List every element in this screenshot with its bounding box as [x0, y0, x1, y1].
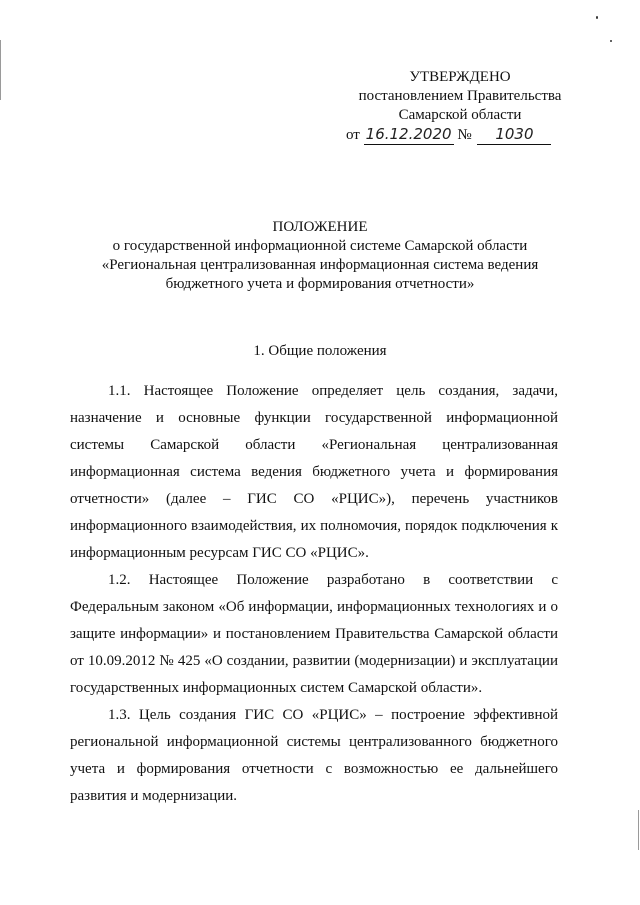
- date-prefix: от: [346, 127, 360, 143]
- scan-dot: [610, 40, 612, 42]
- paragraph-1-1: 1.1. Настоящее Положение определяет цель создания, задачи, назначение и основные функции государственной информационной системы Самарской области «Региональная централизованная информационная система ведения бюджетного учета и формирования отчетности» (далее – ГИС СО «РЦИС»), перечень участников информационного взаимодействия, их полномочия, порядок подключения к информационным ресурсам ГИС СО «РЦИС».: [70, 383, 558, 561]
- right-edge-line: [638, 810, 639, 850]
- handwritten-number: 1030: [477, 125, 551, 145]
- title-heading: ПОЛОЖЕНИЕ: [272, 219, 368, 235]
- approval-approved: УТВЕРЖДЕНО: [409, 69, 511, 85]
- approval-region: Самарской области: [398, 107, 522, 123]
- title-line-3: бюджетного учета и формирования отчетности»: [165, 276, 475, 292]
- approval-by-decree: постановлением Правительства: [358, 88, 562, 104]
- approval-reference: [346, 125, 580, 145]
- number-sign: №: [457, 127, 472, 143]
- title-line-1: о государственной информационной системе Самарской области: [112, 238, 528, 254]
- handwritten-date: 16.12.2020: [364, 125, 454, 145]
- section-heading: 1. Общие положения: [253, 343, 387, 359]
- scan-dot: [596, 16, 598, 19]
- left-edge-line: [0, 40, 1, 100]
- document-title: [60, 218, 580, 294]
- body-text: [70, 378, 558, 810]
- approval-stamp: [340, 68, 580, 145]
- paragraph-1-3: 1.3. Цель создания ГИС СО «РЦИС» – построение эффективной региональной информационной системы централизованного бюджетного учета и формирования отчетности с возможностью ее дальнейшего развития и модернизации.: [70, 707, 558, 804]
- title-line-2: «Региональная централизованная информационная система ведения: [101, 257, 539, 273]
- paragraph-1-2: 1.2. Настоящее Положение разработано в соответствии с Федеральным законом «Об информации, информационных технологиях и о защите информации» и постановлением Правительства Самарской области от 10.09.2012 № 425 «О создании, развитии (модернизации) и эксплуатации государственных информационных систем Самарской области».: [70, 572, 558, 696]
